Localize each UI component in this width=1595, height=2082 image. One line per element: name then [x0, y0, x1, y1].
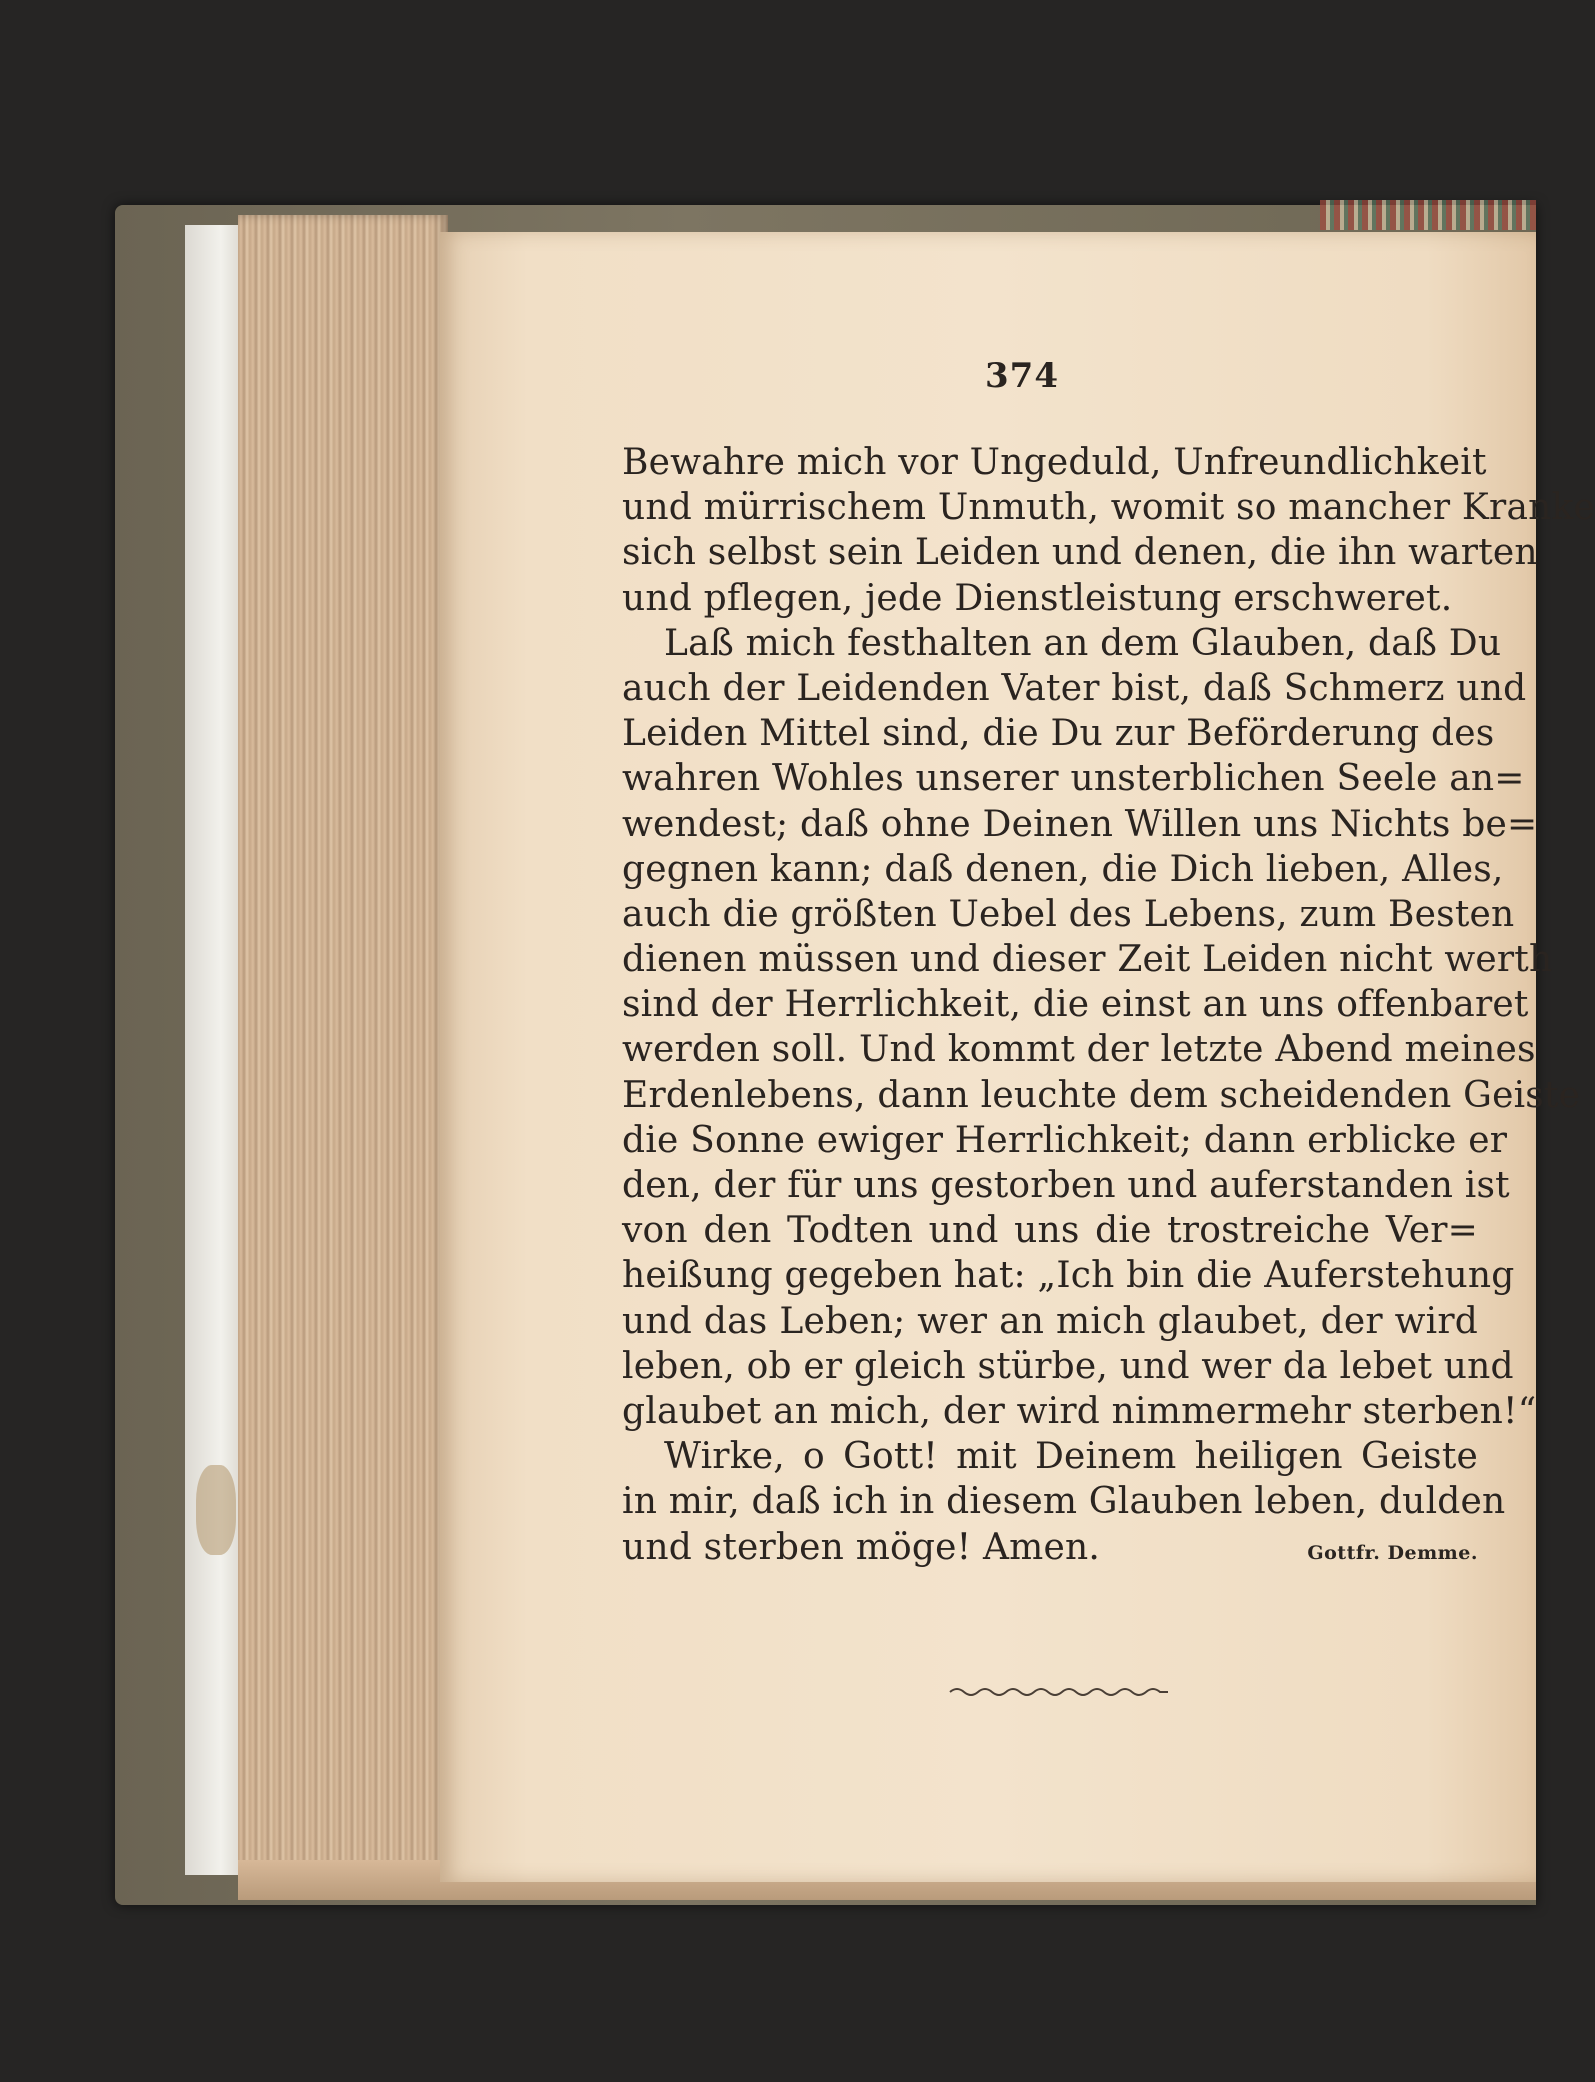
- text-line: leben, ob er gleich stürbe, und wer da lebet und: [622, 1345, 1514, 1387]
- author-signature: Gottfr. Demme.: [1307, 1541, 1478, 1564]
- text-line: wendest; daß ohne Deinen Willen uns Nichts be=: [622, 803, 1538, 845]
- text-line: Wirke, o Gott! mit Deinem heiligen Geiste: [664, 1436, 1478, 1478]
- text-line: in mir, daß ich in diesem Glauben leben, dulden: [622, 1481, 1506, 1523]
- page-text: [622, 440, 1595, 1570]
- text-line: sind der Herrlichkeit, die einst an uns offenbaret: [622, 984, 1529, 1026]
- page-edges: [238, 215, 448, 1895]
- text-line: glaubet an mich, der wird nimmermehr sterben!“: [622, 1390, 1537, 1432]
- text-line: sich selbst sein Leiden und denen, die ihn warten: [622, 532, 1538, 574]
- text-line: wahren Wohles unserer unsterblichen Seele an=: [622, 758, 1525, 800]
- text-line: werden soll. Und kommt der letzte Abend meines: [622, 1029, 1536, 1071]
- text-line: auch der Leidenden Vater bist, daß Schmerz und: [622, 667, 1527, 709]
- text-line: auch die größten Uebel des Lebens, zum Besten: [622, 893, 1515, 935]
- text-line: Erdenlebens, dann leuchte dem scheidenden Geiste: [622, 1074, 1581, 1116]
- text-line: Laß mich festhalten an dem Glauben, daß Du: [664, 622, 1502, 664]
- text-line: gegnen kann; daß denen, die Dich lieben, Alles,: [622, 848, 1504, 890]
- text-line-final: [622, 1525, 1478, 1570]
- closing-line: und sterben möge! Amen.: [622, 1526, 1101, 1568]
- text-line: und pflegen, jede Dienstleistung erschweret.: [622, 577, 1453, 619]
- text-line: Bewahre mich vor Ungeduld, Unfreundlichkeit: [622, 442, 1487, 483]
- page-number: 374: [985, 356, 1059, 396]
- text-line: von den Todten und uns die trostreiche Ver=: [622, 1210, 1478, 1252]
- text-line: den, der für uns gestorben und auferstanden ist: [622, 1165, 1510, 1206]
- text-line: dienen müssen und dieser Zeit Leiden nicht werth: [622, 939, 1553, 981]
- text-line: die Sonne ewiger Herrlichkeit; dann erblicke er: [622, 1119, 1508, 1161]
- text-line: und mürrischem Unmuth, womit so mancher Kranke: [622, 487, 1595, 529]
- text-line: und das Leben; wer an mich glaubet, der wird: [622, 1300, 1478, 1342]
- text-line: heißung gegeben hat: „Ich bin die Auferstehung: [622, 1255, 1515, 1297]
- wavy-ornament: [950, 1686, 1168, 1698]
- page-stain: [196, 1465, 236, 1555]
- headband: [1320, 200, 1536, 230]
- flyleaf: [185, 225, 245, 1875]
- text-line: Leiden Mittel sind, die Du zur Beförderung des: [622, 713, 1495, 755]
